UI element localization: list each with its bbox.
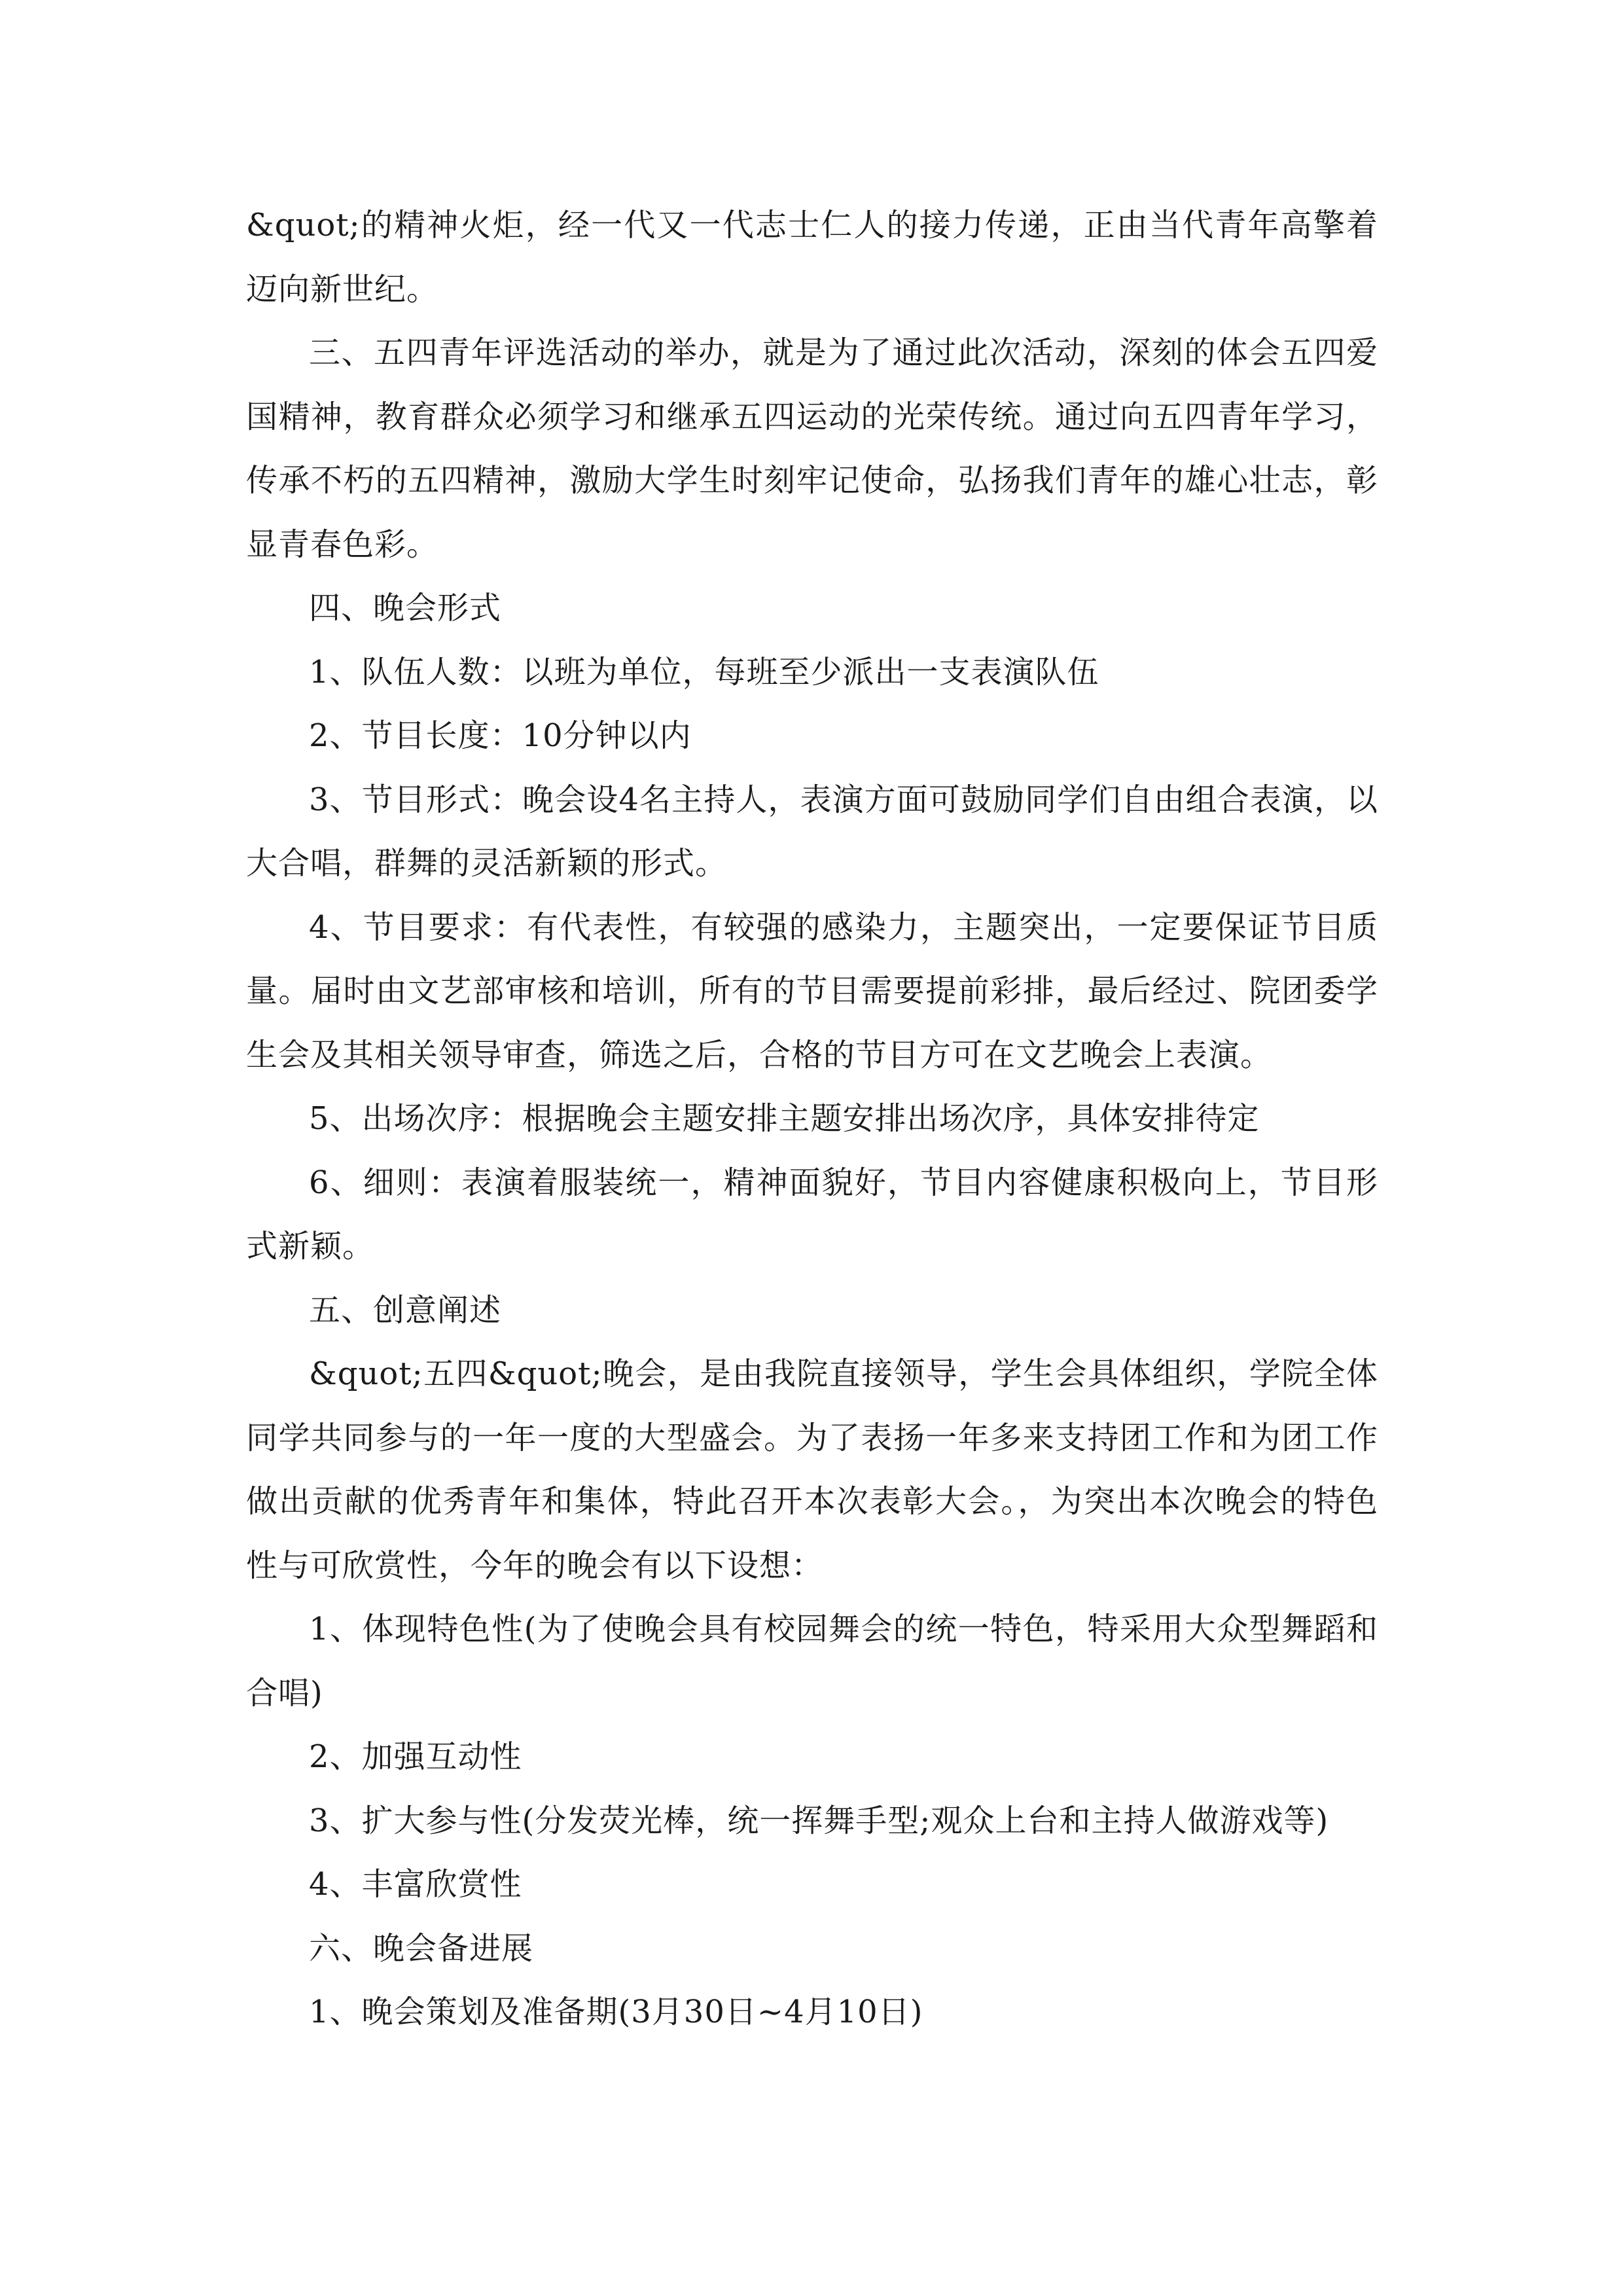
list-item-appreciation: 4、丰富欣赏性 <box>309 1866 522 1903</box>
paragraph-creative-description: &quot;五四&quot;晚会，是由我院直接领导，学生会具体组织，学院全体同学共同参与的一年一度的大型盛会。为了表扬一年多来支持团工作和为团工作做出贡献的优秀青年和集体，特此召开本次表彰大会。，为突出本次晚会的特色性与可欣赏性，今年的晚会有以下设想： <box>246 1355 1378 1584</box>
document-body <box>246 194 1378 2045</box>
heading-section-six: 六、晚会备进展 <box>309 1929 534 1967</box>
paragraph-section-three: 三、五四青年评选活动的举办，就是为了通过此次活动，深刻的体会五四爱国精神，教育群众必须学习和继承五四运动的光荣传统。通过向五四青年学习，传承不朽的五四精神，激励大学生时刻牢记使命，弘扬我们青年的雄心壮志，彰显青春色彩。 <box>246 334 1378 563</box>
list-item-team-size: 1、队伍人数：以班为单位，每班至少派出一支表演队伍 <box>309 653 1099 691</box>
list-item-characteristic: 1、体现特色性(为了使晚会具有校园舞会的统一特色，特采用大众型舞蹈和合唱) <box>246 1611 1378 1712</box>
list-item-interactivity: 2、加强互动性 <box>309 1738 522 1775</box>
paragraph-continuation: &quot;的精神火炬，经一代又一代志士仁人的接力传递，正由当代青年高擎着迈向新世纪。 <box>246 207 1378 308</box>
list-item-participation: 3、扩大参与性(分发荧光棒，统一挥舞手型;观众上台和主持人做游戏等) <box>309 1802 1329 1839</box>
list-item-planning-period: 1、晚会策划及准备期(3月30日~4月10日) <box>309 1994 923 2030</box>
list-item-rules: 6、细则：表演着服装统一，精神面貌好，节目内容健康积极向上，节目形式新颖。 <box>246 1164 1378 1265</box>
heading-section-four: 四、晚会形式 <box>309 590 502 626</box>
list-item-program-length: 2、节目长度：10分钟以内 <box>309 717 692 754</box>
list-item-program-requirements: 4、节目要求：有代表性，有较强的感染力，主题突出，一定要保证节目质量。届时由文艺部审核和培训，所有的节目需要提前彩排，最后经过、院团委学生会及其相关领导审查，筛选之后，合格的节目方可在文艺晚会上表演。 <box>246 908 1378 1073</box>
heading-section-five: 五、创意阐述 <box>309 1291 502 1329</box>
list-item-program-form: 3、节目形式：晚会设4名主持人，表演方面可鼓励同学们自由组合表演，以大合唱，群舞的灵活新颖的形式。 <box>246 781 1378 882</box>
list-item-appearance-order: 5、出场次序：根据晚会主题安排主题安排出场次序，具体安排待定 <box>309 1100 1260 1137</box>
